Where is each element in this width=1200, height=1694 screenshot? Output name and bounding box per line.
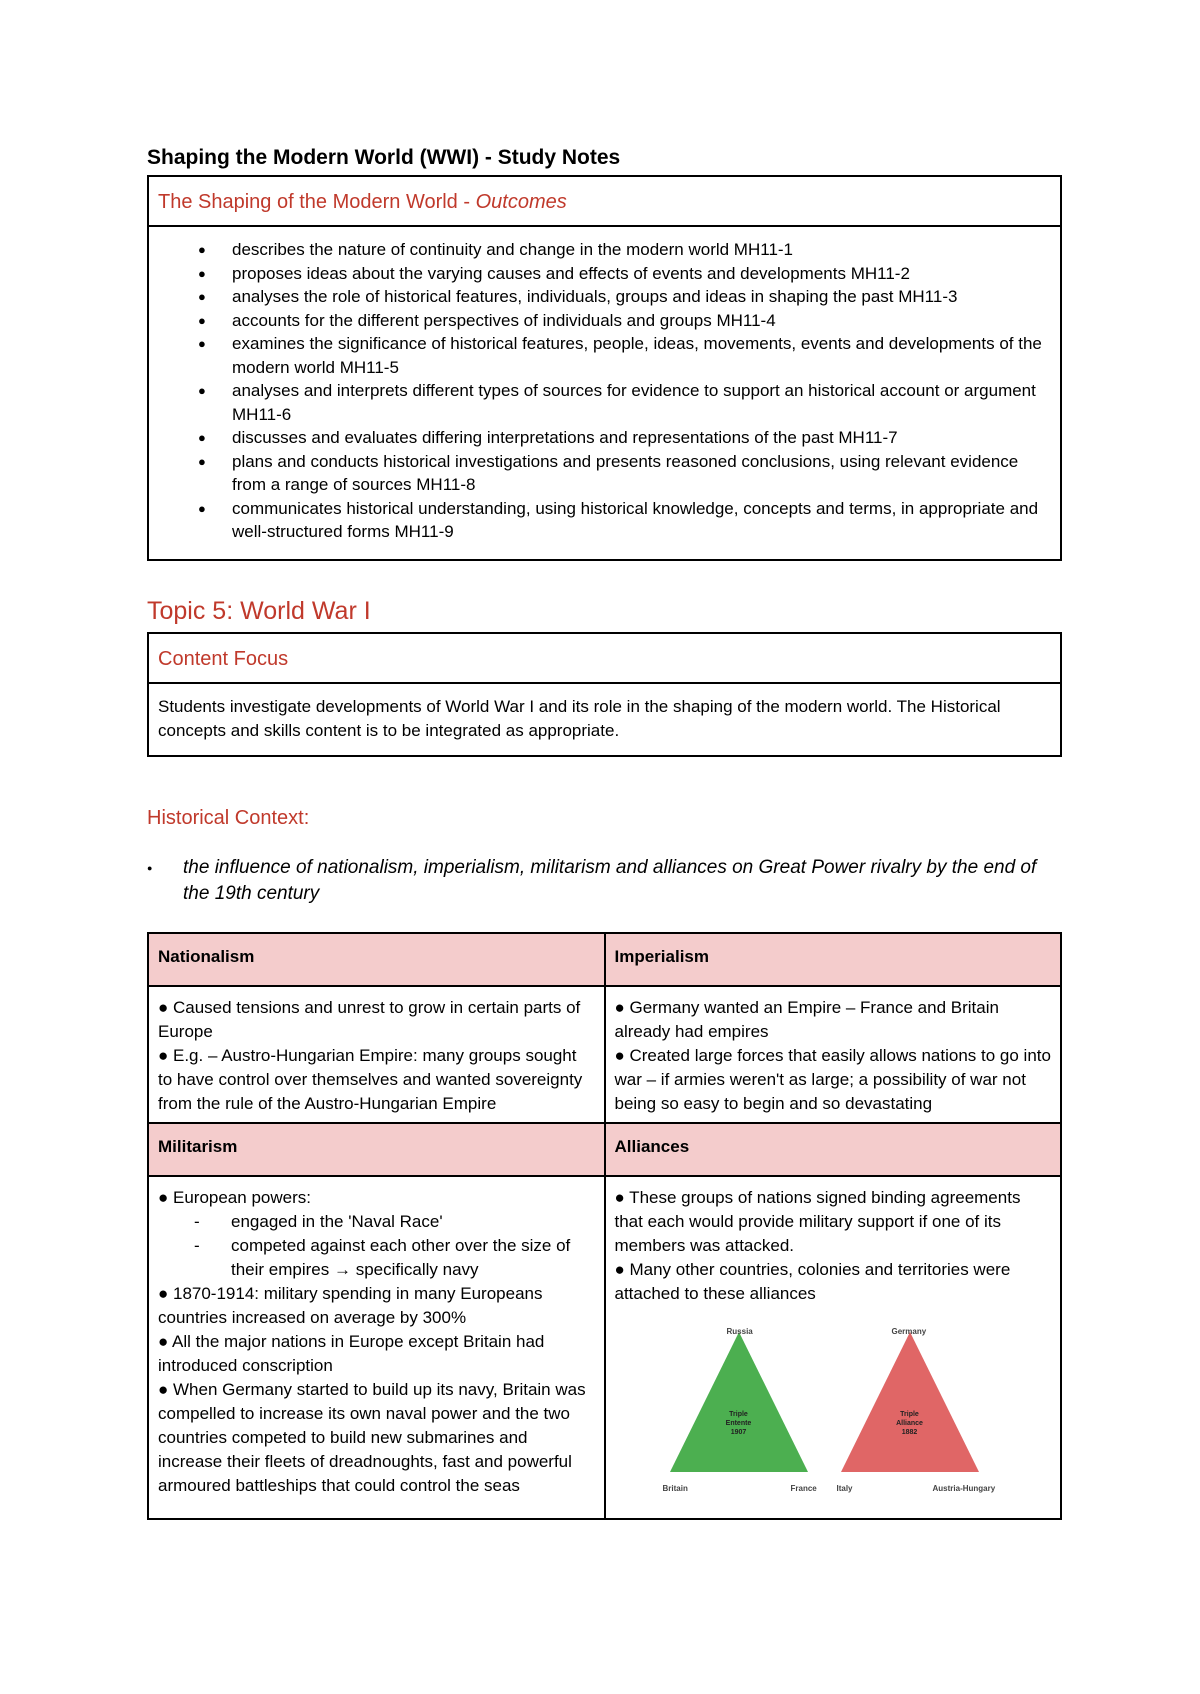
- historical-context-bullet: ● the influence of nationalism, imperialism, militarism and alliances on Great Power rivalry by the end of the 19th century: [183, 855, 1063, 907]
- militarism-point: ● 1870-1914: military spending in many Europeans countries increased on average by 300%: [158, 1284, 543, 1327]
- militarism-sub-point: - engaged in the 'Naval Race': [158, 1210, 595, 1234]
- militarism-point: ● When Germany started to build up its navy, Britain was compelled to increase its own naval power and the two countries competed to build new submarines and increase their fleets of dreadnoughts, fast and powerful armoured battleships that could control the seas: [158, 1380, 586, 1495]
- militarism-intro: ● European powers:: [158, 1188, 311, 1207]
- outcome-item: ● examines the significance of historical features, people, ideas, movements, events and developments of the modern world MH11-5: [232, 332, 1049, 379]
- triple-alliance-triangle: [841, 1332, 979, 1472]
- outcome-item: ● accounts for the different perspectives of individuals and groups MH11-4: [232, 309, 1049, 333]
- nationalism-point: ● E.g. – Austro-Hungarian Empire: many groups sought to have control over themselves and wanted sovereignty from the rule of the Austro-Hungarian Empire: [158, 1046, 583, 1113]
- alliances-cell: [605, 1176, 1062, 1519]
- outcomes-box: [147, 175, 1062, 561]
- content-focus-text: Students investigate developments of World War I and its role in the shaping of the modern world. The Historical concepts and skills content is to be integrated as appropriate.: [148, 683, 1061, 756]
- alliances-point: ● Many other countries, colonies and territories were attached to these alliances: [614, 1260, 1011, 1303]
- outcome-item: ● communicates historical understanding, using historical knowledge, concepts and terms, in appropriate and well-structured forms MH11-9: [232, 497, 1049, 544]
- entente-left-label: Britain: [662, 1484, 688, 1493]
- alliance-right-label: Austria-Hungary: [932, 1484, 996, 1493]
- imperialism-point: ● Germany wanted an Empire – France and Britain already had empires: [614, 998, 999, 1041]
- militarism-heading: Militarism: [148, 1123, 605, 1176]
- outcome-item: ● discusses and evaluates differing interpretations and representations of the past MH11-7: [232, 426, 1049, 450]
- outcome-item: ● analyses and interprets different types of sources for evidence to support an historical account or argument MH11-6: [232, 379, 1049, 426]
- militarism-point: ● All the major nations in Europe except Britain had introduced conscription: [158, 1332, 545, 1375]
- outcome-item: ● describes the nature of continuity and change in the modern world MH11-1: [232, 238, 1049, 262]
- entente-center-label: Triple Entente 1907: [725, 1411, 752, 1436]
- document-title: Shaping the Modern World (WWI) - Study Notes: [147, 146, 621, 169]
- alliance-center-label: Triple Alliance 1882: [896, 1411, 923, 1436]
- triple-entente-triangle: [670, 1332, 808, 1472]
- topic-title: Topic 5: World War I: [147, 597, 371, 625]
- content-focus-heading: Content Focus: [148, 633, 1061, 683]
- alliance-left-label: Italy: [836, 1484, 853, 1493]
- imperialism-heading: Imperialism: [605, 933, 1062, 986]
- entente-top-label: Russia: [726, 1327, 753, 1336]
- outcomes-heading: [148, 176, 1061, 226]
- militarism-sub-point: - competed against each other over the size of their empires → specifically navy: [158, 1234, 595, 1282]
- outcome-item: ● plans and conducts historical investigations and presents reasoned conclusions, using relevant evidence from a range of sources MH11-8: [232, 450, 1049, 497]
- causes-grid: [147, 932, 1062, 1520]
- alliances-heading: Alliances: [605, 1123, 1062, 1176]
- outcomes-list: [150, 228, 1059, 558]
- content-focus-box: [147, 632, 1062, 757]
- nationalism-heading: Nationalism: [148, 933, 605, 986]
- alliance-triangles-image: [615, 1322, 1052, 1512]
- alliance-top-label: Germany: [891, 1327, 927, 1336]
- imperialism-cell: [605, 986, 1062, 1123]
- imperialism-point: ● Created large forces that easily allows nations to go into war – if armies weren't as large; a possibility of war not being so easy to begin and so devastating: [614, 1046, 1051, 1113]
- nationalism-cell: [148, 986, 605, 1123]
- alliances-point: ● These groups of nations signed binding agreements that each would provide military support if one of its members was attacked.: [614, 1188, 1021, 1255]
- outcomes-heading-text: The Shaping of the Modern World -: [158, 191, 476, 213]
- outcomes-heading-italic: Outcomes: [475, 191, 567, 213]
- outcome-item: ● analyses the role of historical features, individuals, groups and ideas in shaping the past MH11-3: [232, 285, 1049, 309]
- outcome-item: ● proposes ideas about the varying causes and effects of events and developments MH11-2: [232, 262, 1049, 286]
- entente-right-label: France: [790, 1484, 817, 1493]
- militarism-cell: [148, 1176, 605, 1519]
- nationalism-point: ● Caused tensions and unrest to grow in certain parts of Europe: [158, 998, 581, 1041]
- outcomes-list-cell: [148, 226, 1061, 560]
- historical-context-label: Historical Context:: [147, 807, 310, 829]
